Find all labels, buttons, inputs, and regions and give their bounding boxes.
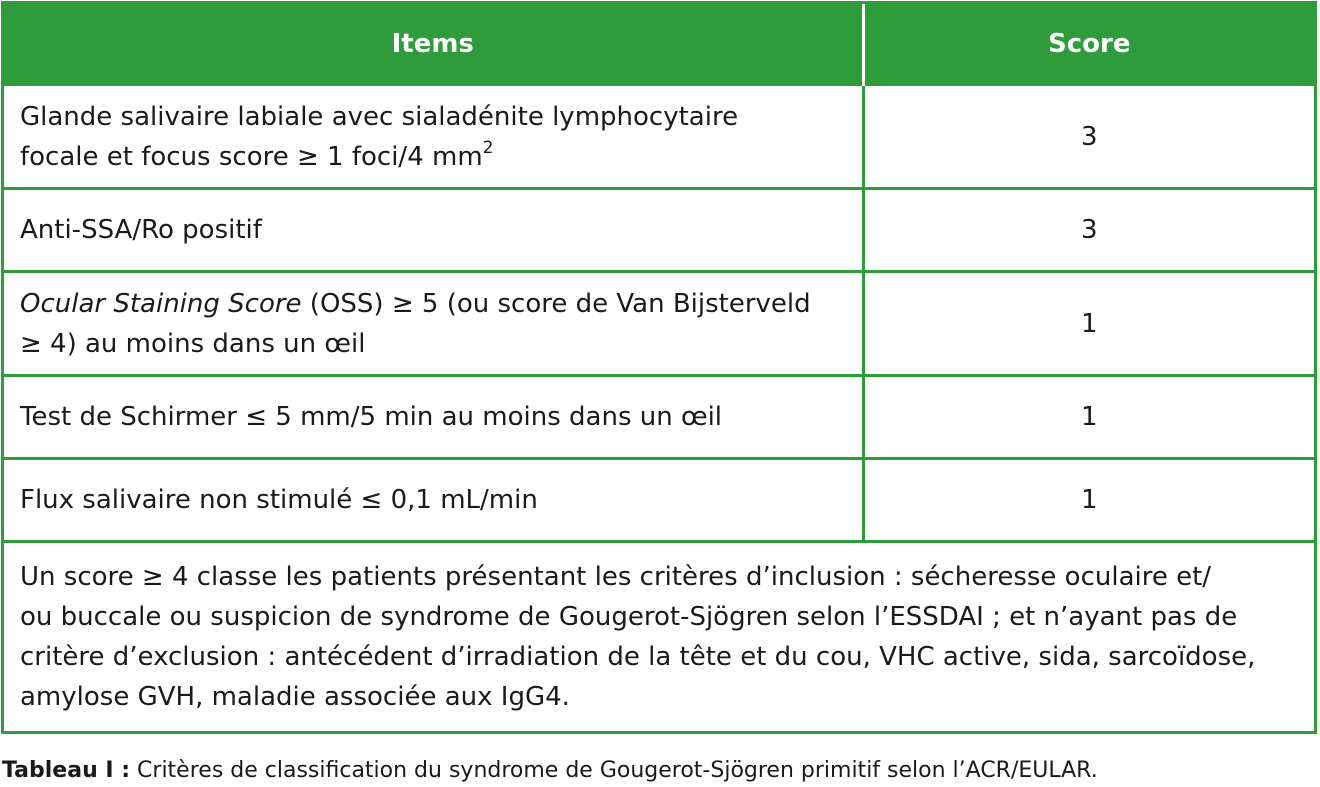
table-note bbox=[4, 542, 1314, 732]
item-text-line1: Glande salivaire labiale avec sialadénite lymphocytaire bbox=[20, 101, 739, 132]
item-cell: Flux salivaire non stimulé ≤ 0,1 mL/min bbox=[4, 459, 863, 542]
item-italic-term: Ocular Staining Score bbox=[20, 288, 302, 319]
criteria-table bbox=[4, 4, 1314, 731]
table-row bbox=[4, 376, 1314, 459]
item-cell bbox=[4, 272, 863, 376]
criteria-table-frame bbox=[1, 1, 1317, 734]
score-cell: 1 bbox=[863, 376, 1314, 459]
table-row bbox=[4, 85, 1314, 189]
table-row bbox=[4, 189, 1314, 272]
score-cell: 3 bbox=[863, 189, 1314, 272]
score-cell: 3 bbox=[863, 85, 1314, 189]
item-text-line2: ≥ 4) au moins dans un œil bbox=[20, 328, 366, 359]
item-cell bbox=[4, 85, 863, 189]
note-line: amylose GVH, maladie associée aux IgG4. bbox=[20, 682, 570, 712]
item-cell: Test de Schirmer ≤ 5 mm/5 min au moins dans un œil bbox=[4, 376, 863, 459]
table-row bbox=[4, 272, 1314, 376]
caption-label: Tableau I : bbox=[2, 758, 131, 783]
item-superscript: 2 bbox=[482, 137, 494, 158]
note-line: Un score ≥ 4 classe les patients présentant les critères d’inclusion : sécheresse oculaire et/ bbox=[20, 562, 1212, 592]
item-text-line2: focale et focus score ≥ 1 foci/4 mm bbox=[20, 141, 483, 172]
table-header-row bbox=[4, 4, 1314, 85]
item-text-line1: (OSS) ≥ 5 (ou score de Van Bijsterveld bbox=[301, 288, 811, 319]
item-cell: Anti-SSA/Ro positif bbox=[4, 189, 863, 272]
score-cell: 1 bbox=[863, 272, 1314, 376]
note-line: critère d’exclusion : antécédent d’irradiation de la tête et du cou, VHC active, sida, sarcoïdose, bbox=[20, 642, 1256, 672]
score-cell: 1 bbox=[863, 459, 1314, 542]
caption-text: Critères de classification du syndrome de Gougerot-Sjögren primitif selon l’ACR/EULAR. bbox=[130, 758, 1098, 783]
table-caption bbox=[2, 758, 1098, 783]
header-score: Score bbox=[863, 4, 1314, 85]
note-line: ou buccale ou suspicion de syndrome de Gougerot-Sjögren selon l’ESSDAI ; et n’ayant pas de bbox=[20, 602, 1238, 632]
table-note-row bbox=[4, 542, 1314, 732]
table-row bbox=[4, 459, 1314, 542]
header-items: Items bbox=[4, 4, 863, 85]
